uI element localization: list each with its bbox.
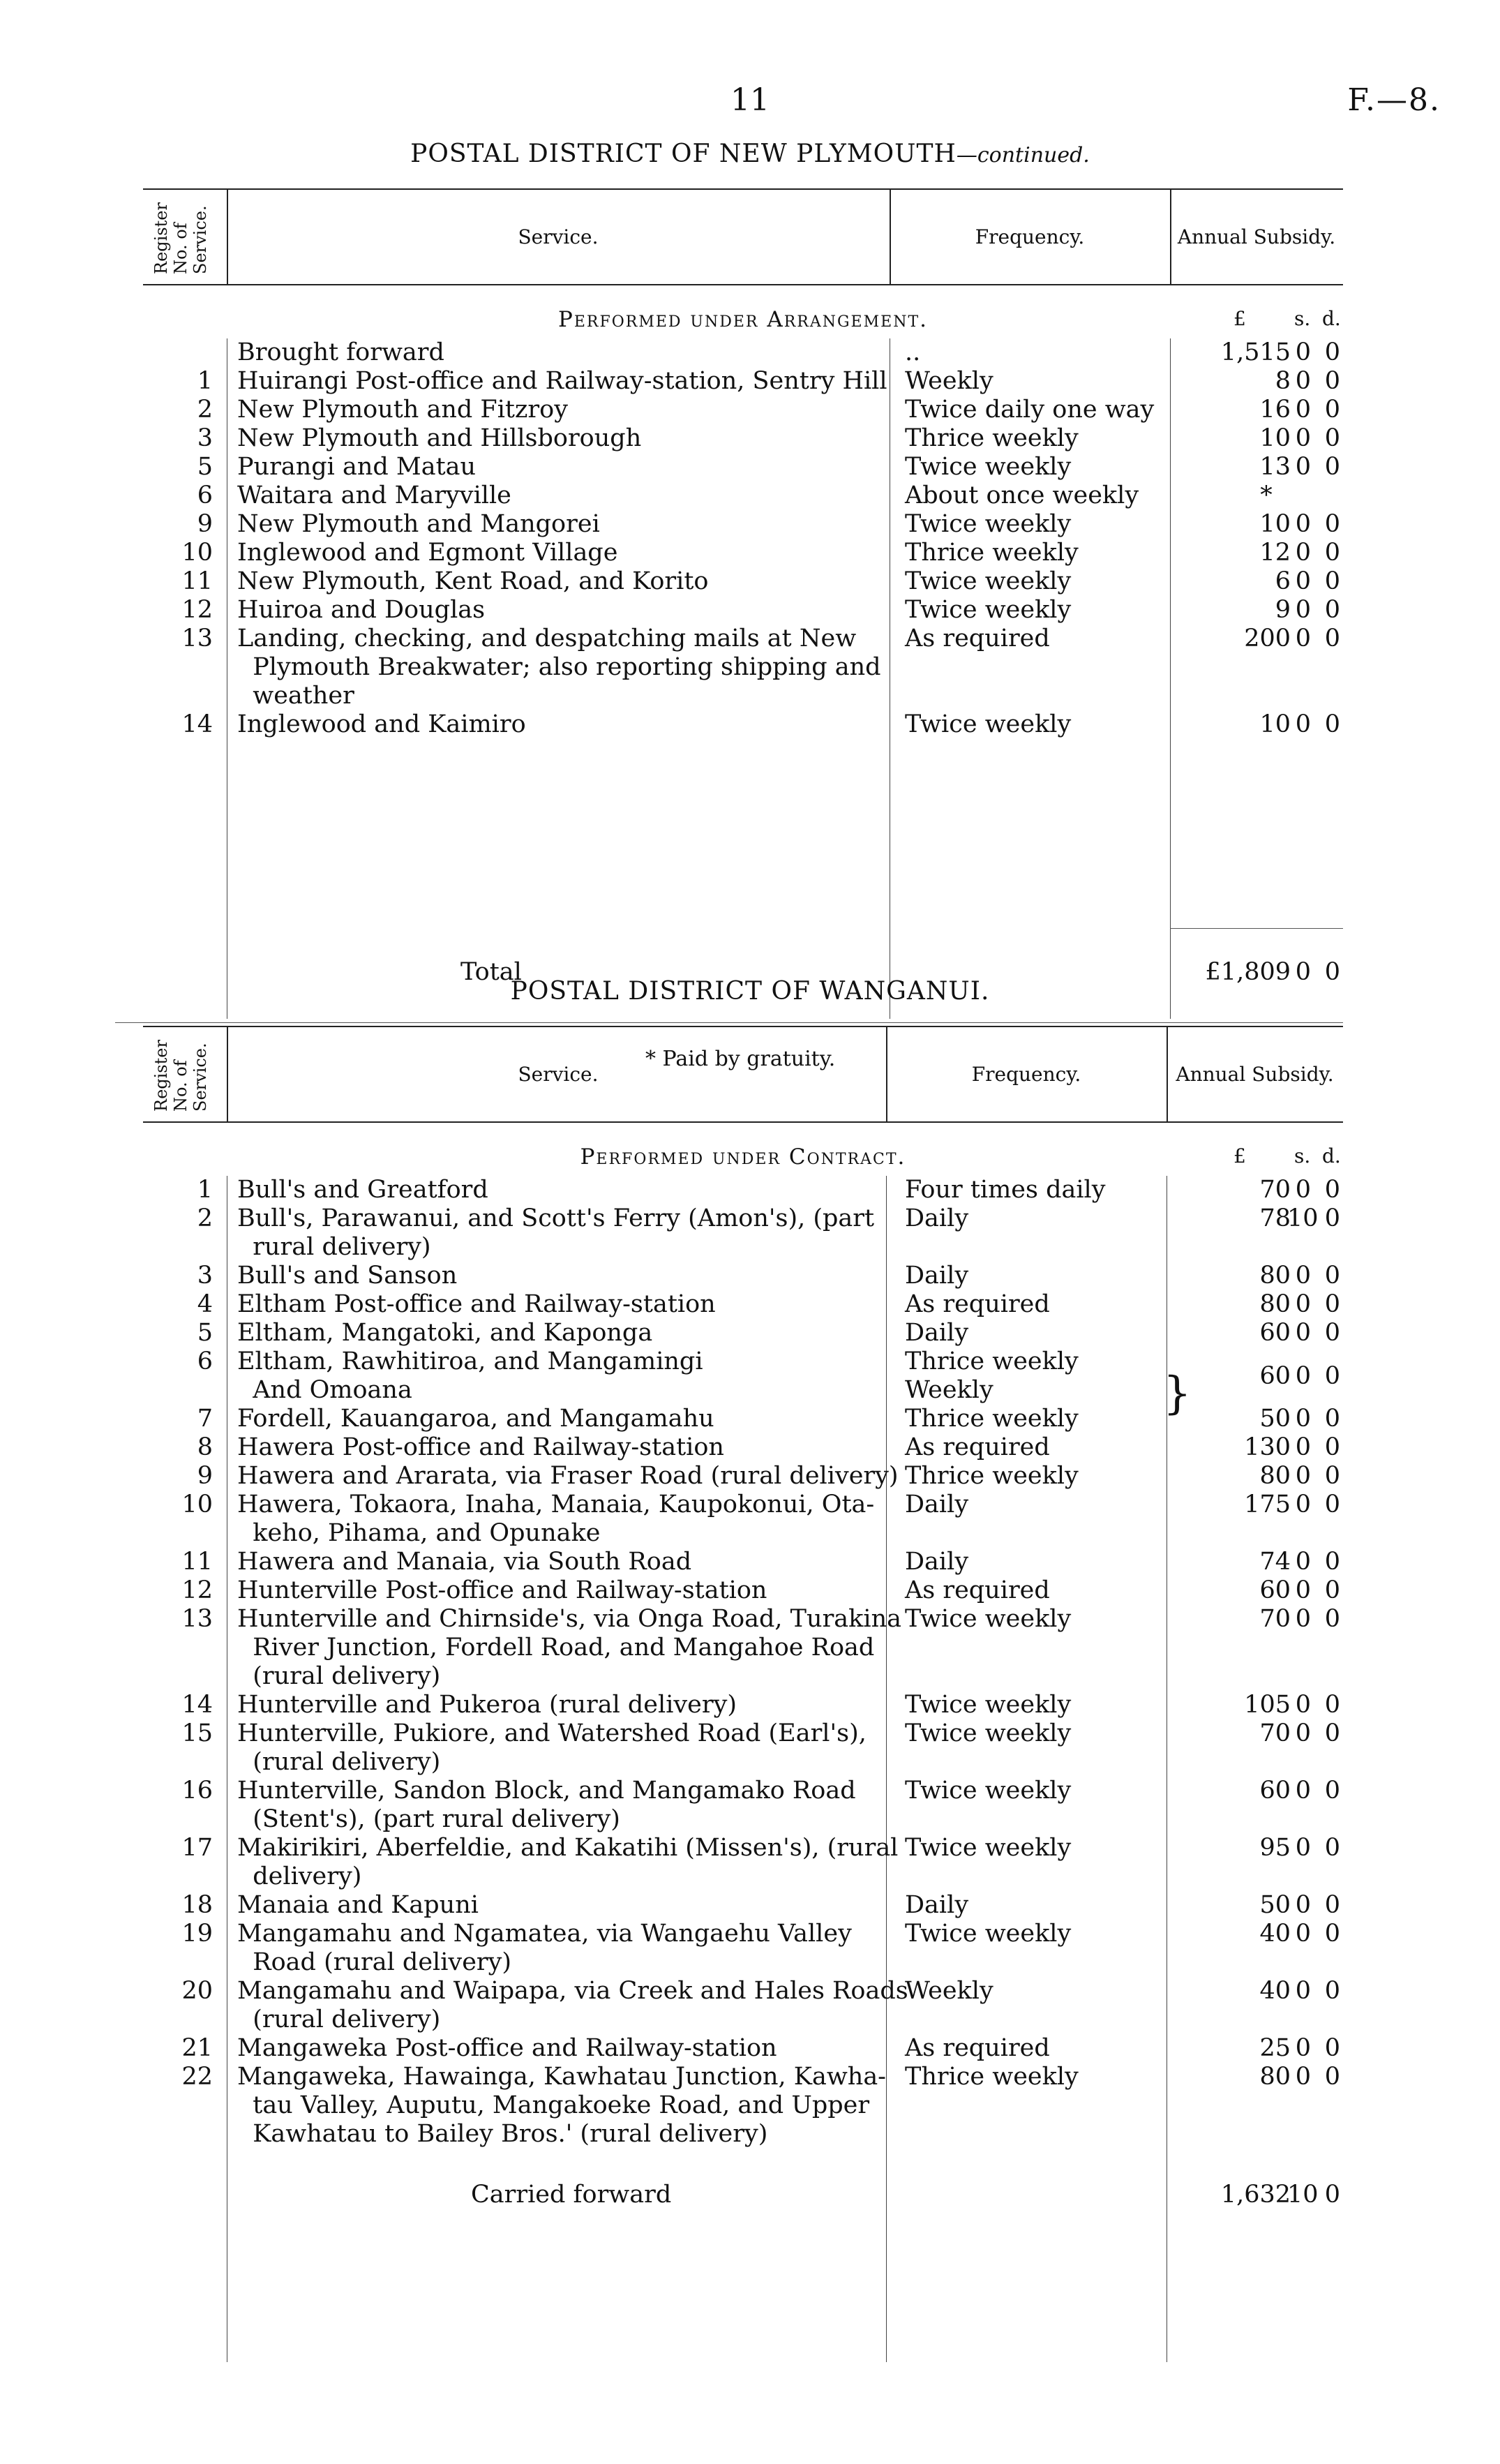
pounds-cell: 50 [1259,1891,1291,1919]
service-name: Mangaweka Post-office and Railway-station [237,2034,777,2062]
table1-title-suffix: —continued. [956,143,1090,167]
service-header: Service. [518,1063,599,1086]
register-number: 3 [197,1262,213,1290]
shillings-cell: 0 [1295,1719,1311,1747]
shillings-cell: 10 [1287,1204,1319,1232]
shillings-header: s. [1294,307,1311,330]
service-continuation: keho, Pihama, and Opunake [237,1519,601,1547]
frequency-cell: As required [905,625,1050,652]
service-header: Service. [518,225,599,248]
shillings-cell: 0 [1295,1262,1311,1290]
pounds-cell: 40 [1259,1977,1291,2005]
pounds-cell: 130 [1244,1433,1291,1461]
frequency-cell: Daily [905,1262,969,1290]
service-name: Mangamahu and Waipapa, via Creek and Hales Roads [237,1977,908,2005]
frequency-cell: As required [905,1290,1050,1318]
total-shillings: 0 [1295,958,1311,986]
frequency-cell: Daily [905,1548,969,1576]
service-continuation: River Junction, Fordell Road, and Mangahoe Road (rural delivery) [253,1634,875,1690]
pence-cell: 0 [1324,338,1340,366]
frequency-cell: Weekly [905,367,993,395]
service-name: New Plymouth and Hillsborough [237,424,642,452]
pence-header: d. [1322,307,1341,330]
register-number: 9 [197,1462,213,1490]
service-name: Mangaweka, Hawainga, Kawhatau Junction, Kawha- [237,2063,887,2091]
frequency-cell: Daily [905,1491,969,1518]
service-name: Makirikiri, Aberfeldie, and Kakatihi (Missen's), (rural [237,1834,899,1862]
frequency-cell: Twice weekly [905,596,1072,624]
register-number: 14 [181,710,213,738]
pounds-cell: 25 [1259,2034,1291,2062]
service-name: New Plymouth and Fitzroy [237,396,568,424]
pence-cell: 0 [1324,625,1340,652]
shillings-cell: 0 [1295,1891,1311,1919]
service-name: New Plymouth, Kent Road, and Korito [237,567,709,595]
frequency-cell: Twice weekly [905,1691,1072,1719]
register-number: 17 [181,1834,213,1862]
pence-cell: 0 [1324,424,1340,452]
shillings-cell: 0 [1295,367,1311,395]
pounds-cell: 8 [1275,367,1291,395]
pounds-cell: 175 [1244,1491,1291,1518]
shillings-cell: 0 [1295,1491,1311,1518]
pounds-cell: 10 [1259,424,1291,452]
register-number: 2 [197,396,213,424]
frequency-cell: Twice weekly [905,1777,1072,1805]
pounds-cell: 80 [1259,1462,1291,1490]
pence-cell: 0 [1324,1204,1340,1232]
pence-cell: 0 [1324,539,1340,567]
shillings-cell: 0 [1295,453,1311,481]
pounds-cell: 13 [1259,453,1291,481]
register-number: 15 [181,1719,213,1747]
service-name: Hunterville Post-office and Railway-station [237,1576,767,1604]
frequency-cell: Daily [905,1319,969,1347]
service-name: Brought forward [237,338,444,366]
frequency-cell: Thrice weekly [905,1347,1079,1375]
shillings-cell: 0 [1295,596,1311,624]
register-number: 7 [197,1405,213,1433]
shillings-cell: 0 [1295,396,1311,424]
pence-cell: 0 [1324,1834,1340,1862]
pence-cell: 0 [1324,1405,1340,1433]
total-pounds: £1,809 [1205,958,1291,986]
pounds-cell: 60 [1259,1576,1291,1604]
shillings-cell: 0 [1295,1361,1311,1390]
service-name: Hawera and Manaia, via South Road [237,1548,692,1576]
table1-header [143,188,1343,285]
register-number: 22 [181,2063,213,2091]
service-name: Bull's and Greatford [237,1176,488,1204]
frequency-cell: As required [905,1576,1050,1604]
frequency-cell: Daily [905,1204,969,1232]
table1-title [0,140,1500,168]
pounds-cell: 60 [1259,1777,1291,1805]
frequency-cell: Thrice weekly [905,1405,1079,1433]
pence-cell: 0 [1324,396,1340,424]
pounds-cell: 9 [1275,596,1291,624]
register-number: 3 [197,424,213,452]
register-number: 6 [197,1347,213,1375]
service-name: Hawera and Ararata, via Fraser Road (rural delivery) [237,1462,899,1490]
frequency-cell: Twice weekly [905,710,1072,738]
pence-cell: 0 [1324,596,1340,624]
shillings-header: s. [1294,1144,1311,1167]
shillings-cell: 0 [1295,567,1311,595]
frequency-cell: Twice weekly [905,567,1072,595]
register-number: 21 [181,2034,213,2062]
register-number: 5 [197,1319,213,1347]
carried-forward-label: Carried forward [471,2181,672,2209]
service-name: Hunterville, Sandon Block, and Mangamako Road [237,1777,856,1805]
frequency-header: Frequency. [975,225,1085,248]
shillings-cell: 0 [1295,625,1311,652]
frequency-cell: Twice weekly [905,510,1072,538]
shillings-cell: 0 [1295,1176,1311,1204]
frequency-cell: Twice daily one way [905,396,1155,424]
service-name: Landing, checking, and despatching mails at New [237,625,857,652]
service-name: Purangi and Matau [237,453,477,481]
register-number: 18 [181,1891,213,1919]
subsidy-header: Annual Subsidy. [1177,225,1336,248]
pounds-cell: 80 [1259,1262,1291,1290]
frequency-cell: Thrice weekly [905,539,1079,567]
service-name: Hunterville and Chirnside's, via Onga Road, Turakina [237,1605,901,1633]
frequency-cell: Weekly [905,1376,993,1404]
frequency-cell: Twice weekly [905,453,1072,481]
register-number: 5 [197,453,213,481]
service-name: New Plymouth and Mangorei [237,510,600,538]
carried-forward-shillings: 10 [1287,2181,1319,2209]
register-number: 11 [181,1548,213,1576]
service-name: Huiroa and Douglas [237,596,486,624]
register-number: 13 [181,625,213,652]
shillings-cell: 0 [1295,1977,1311,2005]
pounds-cell: 74 [1259,1548,1291,1576]
pence-cell: 0 [1324,2063,1340,2091]
pounds-cell: 60 [1259,1319,1291,1347]
pounds-cell: 1,515 [1220,338,1291,366]
pence-cell: 0 [1324,1691,1340,1719]
pounds-cell: 12 [1259,539,1291,567]
service-name: Hawera, Tokaora, Inaha, Manaia, Kaupokonui, Ota- [237,1491,875,1518]
pounds-header: £ [1233,1144,1246,1167]
pence-cell: 0 [1324,1319,1340,1347]
service-name: Bull's, Parawanui, and Scott's Ferry (Amon's), (part [237,1204,875,1232]
pounds-cell: 70 [1259,1605,1291,1633]
register-number: 19 [181,1920,213,1948]
pounds-cell: 60 [1259,1361,1291,1390]
register-number: 16 [181,1777,213,1805]
table1-title-text: POSTAL DISTRICT OF NEW PLYMOUTH [410,140,957,168]
bracket-icon: } [1163,1368,1192,1419]
service-continuation: (rural delivery) [237,2006,441,2033]
frequency-cell: About once weekly [905,481,1139,509]
pence-cell: 0 [1324,1891,1340,1919]
shillings-cell: 0 [1295,710,1311,738]
shillings-cell: 0 [1295,1605,1311,1633]
register-number: 9 [197,510,213,538]
subsidy-header: Annual Subsidy. [1176,1063,1334,1086]
register-number: 1 [197,367,213,395]
register-number: 8 [197,1433,213,1461]
pounds-cell: 6 [1275,567,1291,595]
pounds-cell: 95 [1259,1834,1291,1862]
shillings-cell: 0 [1295,1548,1311,1576]
pence-cell: 0 [1324,1548,1340,1576]
shillings-cell: 0 [1295,1433,1311,1461]
shillings-cell: 0 [1295,1834,1311,1862]
pence-cell: 0 [1324,1977,1340,2005]
service-name: Hunterville, Pukiore, and Watershed Road (Earl's), [237,1719,867,1747]
register-number: 12 [181,1576,213,1604]
pence-cell: 0 [1324,1920,1340,1948]
pence-cell: 0 [1324,367,1340,395]
table2-header [143,1026,1343,1123]
frequency-cell: Daily [905,1891,969,1919]
register-number: 12 [181,596,213,624]
service-continuation: rural delivery) [237,1233,431,1261]
service-name: Inglewood and Egmont Village [237,539,618,567]
pence-cell: 0 [1324,2034,1340,2062]
carried-forward-pence: 0 [1324,2181,1340,2209]
frequency-cell: As required [905,2034,1050,2062]
service-continuation: Plymouth Breakwater; also reporting shipping and weather [253,653,881,710]
shillings-cell: 0 [1295,539,1311,567]
frequency-cell: Thrice weekly [905,424,1079,452]
register-number: 1 [197,1176,213,1204]
register-number: 10 [181,539,213,567]
service-name: Eltham, Mangatoki, and Kaponga [237,1319,653,1347]
service-continuation: Road (rural delivery) [237,1948,512,1976]
frequency-cell: Thrice weekly [905,2063,1079,2091]
shillings-cell: 0 [1295,2063,1311,2091]
service-name: Hunterville and Pukeroa (rural delivery) [237,1691,737,1719]
pence-cell: 0 [1324,1777,1340,1805]
register-number: 4 [197,1290,213,1318]
total-label: Total [460,958,522,986]
service-continuation: (Stent's), (part rural delivery) [237,1805,620,1833]
pounds-cell: * [1260,481,1273,509]
pence-cell: 0 [1324,1361,1340,1390]
register-number: 2 [197,1204,213,1232]
table1-section-heading: Performed under Arrangement. [558,307,928,332]
register-header: Register No. of Service. [151,1040,210,1112]
pounds-cell: 78 [1259,1204,1291,1232]
pence-cell: 0 [1324,710,1340,738]
table2-section-heading: Performed under Contract. [580,1144,906,1170]
register-number: 10 [181,1491,213,1518]
frequency-cell: Four times daily [905,1176,1106,1204]
pounds-cell: 10 [1259,710,1291,738]
shillings-cell: 0 [1295,338,1311,366]
pounds-cell: 50 [1259,1405,1291,1433]
pounds-header: £ [1233,307,1246,330]
total-pence: 0 [1324,958,1340,986]
pence-cell: 0 [1324,510,1340,538]
pounds-cell: 105 [1244,1691,1291,1719]
frequency-cell: Twice weekly [905,1719,1072,1747]
pence-cell: 0 [1324,453,1340,481]
service-continuation: tau Valley, Auputu, Mangakoeke Road, and Upper Kawhatau to Bailey Bros.' (rural delivery) [253,2091,870,2148]
register-header: Register No. of Service. [151,202,210,274]
service-name: Mangamahu and Ngamatea, via Wangaehu Valley [237,1920,852,1948]
service-name: Huirangi Post-office and Railway-station, Sentry Hill [237,367,887,395]
service-name: Eltham Post-office and Railway-station [237,1290,716,1318]
pounds-cell: 40 [1259,1920,1291,1948]
service-name: Hawera Post-office and Railway-station [237,1433,724,1461]
carried-forward-pounds: 1,632 [1220,2181,1291,2209]
footnote: * Paid by gratuity. [645,1047,836,1071]
frequency-cell: Thrice weekly [905,1462,1079,1490]
frequency-cell: As required [905,1433,1050,1461]
shillings-cell: 0 [1295,424,1311,452]
service-continuation: (rural delivery) [237,1748,441,1776]
frequency-cell: Twice weekly [905,1605,1072,1633]
pence-cell: 0 [1324,1290,1340,1318]
service-name: Eltham, Rawhitiroa, and Mangamingi [237,1347,703,1375]
pence-cell: 0 [1324,1433,1340,1461]
pence-cell: 0 [1324,1719,1340,1747]
pence-cell: 0 [1324,567,1340,595]
pounds-cell: 10 [1259,510,1291,538]
shillings-cell: 0 [1295,1462,1311,1490]
shillings-cell: 0 [1295,1319,1311,1347]
service-name: Waitara and Maryville [237,481,511,509]
frequency-cell: Twice weekly [905,1834,1072,1862]
shillings-cell: 0 [1295,1576,1311,1604]
pence-cell: 0 [1324,1491,1340,1518]
frequency-cell: Twice weekly [905,1920,1072,1948]
register-number: 11 [181,567,213,595]
pounds-cell: 80 [1259,1290,1291,1318]
service-name: Bull's and Sanson [237,1262,458,1290]
service-name: Fordell, Kauangaroa, and Mangamahu [237,1405,714,1433]
shillings-cell: 0 [1295,510,1311,538]
register-number: 14 [181,1691,213,1719]
frequency-cell: Weekly [905,1977,993,2005]
pounds-cell: 80 [1259,2063,1291,2091]
document-code: F.—8. [1347,82,1441,118]
pence-header: d. [1322,1144,1341,1167]
shillings-cell: 0 [1295,1405,1311,1433]
pounds-cell: 70 [1259,1176,1291,1204]
pence-cell: 0 [1324,1576,1340,1604]
page-number: 11 [730,82,770,118]
pounds-cell: 70 [1259,1719,1291,1747]
shillings-cell: 0 [1295,1290,1311,1318]
pounds-cell: 16 [1259,396,1291,424]
register-number: 20 [181,1977,213,2005]
table2-title: POSTAL DISTRICT OF WANGANUI. [510,977,990,1006]
register-number: 6 [197,481,213,509]
service-name: Manaia and Kapuni [237,1891,479,1919]
frequency-header: Frequency. [971,1063,1081,1086]
service-continuation: And Omoana [237,1376,412,1404]
pence-cell: 0 [1324,1605,1340,1633]
shillings-cell: 0 [1295,1691,1311,1719]
pence-cell: 0 [1324,1462,1340,1490]
service-name: Inglewood and Kaimiro [237,710,526,738]
shillings-cell: 0 [1295,1920,1311,1948]
frequency-cell: .. [905,338,921,366]
shillings-cell: 0 [1295,1777,1311,1805]
shillings-cell: 0 [1295,2034,1311,2062]
pounds-cell: 200 [1244,625,1291,652]
service-continuation: delivery) [237,1862,362,1890]
pence-cell: 0 [1324,1262,1340,1290]
pence-cell: 0 [1324,1176,1340,1204]
register-number: 13 [181,1605,213,1633]
